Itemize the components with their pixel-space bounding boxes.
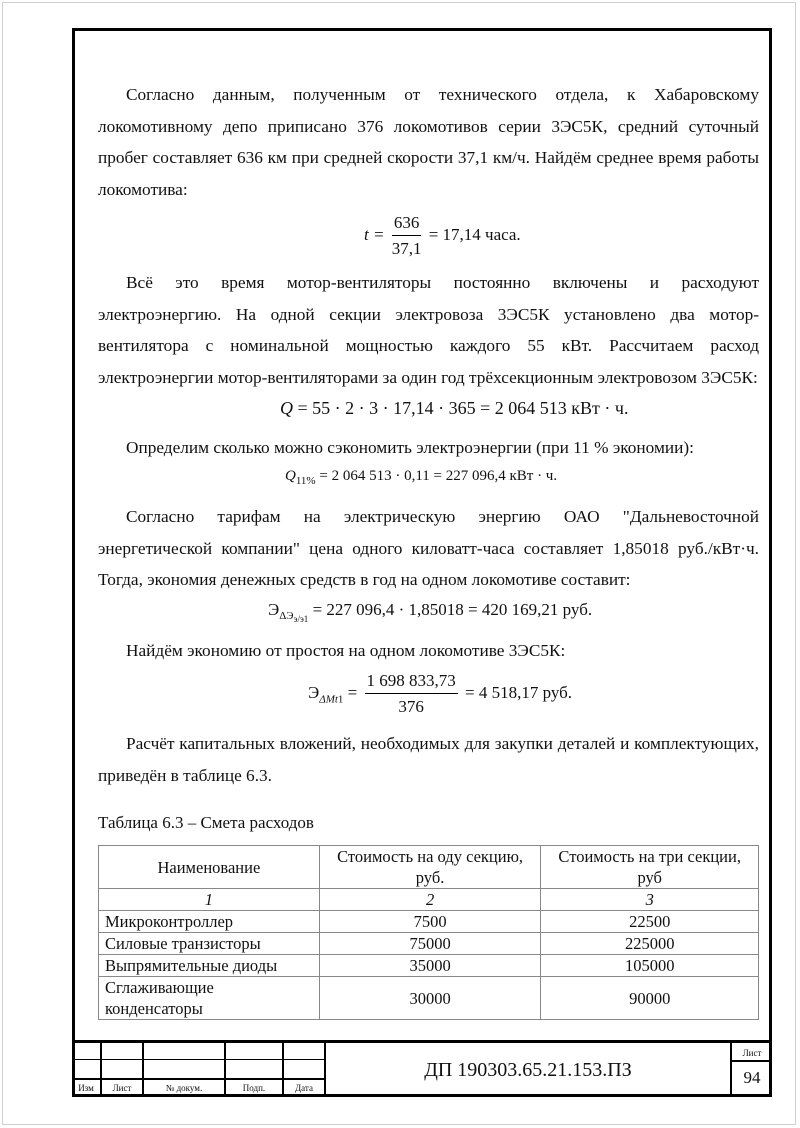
sheet-number: 94 bbox=[743, 1068, 761, 1087]
index-cell: 1 bbox=[99, 889, 320, 911]
paragraph-depot-data: Согласно данным, полученным от технического отдела, к Хабаровскому локомотивному депо приписано 376 локомотивов серии 3ЭС5К, средний суточный пробег составляет 636 км при средней скорости 37,1 км/ч. Найдём среднее время работы локомотива: bbox=[98, 85, 759, 199]
paragraph-idle-savings: Найдём экономию от простоя на одном локомотиве 3ЭС5К: bbox=[126, 641, 566, 660]
formula-lhs: Q bbox=[280, 398, 293, 418]
header-cost-three-sections: Стоимость на три секции, руб bbox=[541, 846, 759, 889]
subscript-nested: 1 bbox=[337, 693, 344, 706]
cost-one: 75000 bbox=[319, 933, 541, 955]
table-header-row bbox=[99, 846, 759, 889]
formula-lhs: Э bbox=[268, 600, 280, 619]
item-name: Сглаживающие конденсаторы bbox=[99, 977, 320, 1020]
tb-label-change: Изм bbox=[72, 1078, 102, 1097]
tb-cell bbox=[72, 1059, 102, 1078]
item-name: Микроконтроллер bbox=[99, 911, 320, 933]
cost-three: 90000 bbox=[541, 977, 759, 1020]
cost-one: 35000 bbox=[319, 955, 541, 977]
tb-cell bbox=[102, 1059, 144, 1078]
formula-lhs: t = bbox=[364, 224, 385, 244]
header-name: Наименование bbox=[99, 846, 320, 889]
cost-one: 7500 bbox=[319, 911, 541, 933]
cost-estimate-table bbox=[98, 845, 759, 1020]
tb-label-sheet: Лист bbox=[102, 1078, 144, 1097]
formula-money-savings bbox=[268, 600, 592, 625]
table-row bbox=[99, 933, 759, 955]
header-cost-one-section: Стоимость на оду секцию, руб. bbox=[319, 846, 541, 889]
formula-subscript bbox=[319, 693, 343, 705]
tb-cell bbox=[226, 1040, 284, 1059]
cost-three: 105000 bbox=[541, 955, 759, 977]
index-cell: 2 bbox=[319, 889, 541, 911]
tb-cell bbox=[284, 1040, 326, 1059]
formula-expression: = 55 · 2 · 3 · 17,14 · 365 = 2 064 513 кВт · ч. bbox=[297, 398, 629, 418]
fraction bbox=[365, 670, 458, 718]
formula-rhs: = 4 518,17 руб. bbox=[465, 682, 573, 702]
formula-rhs: = 17,14 часа. bbox=[428, 224, 521, 244]
table-row bbox=[99, 955, 759, 977]
subscript-nested: э/э1 bbox=[293, 614, 309, 625]
subscript-main: ΔЭ bbox=[279, 610, 294, 623]
index-cell: 3 bbox=[541, 889, 759, 911]
item-name: Выпрямительные диоды bbox=[99, 955, 320, 977]
formula-annual-energy bbox=[280, 398, 628, 419]
paragraph-capital-investment: Расчёт капитальных вложений, необходимых для закупки деталей и комплектующих, приведён в таблице 6.3. bbox=[98, 734, 759, 785]
numerator: 636 bbox=[392, 212, 422, 236]
formula-expression: = 227 096,4 · 1,85018 = 420 169,21 руб. bbox=[312, 600, 593, 619]
table-caption: Таблица 6.3 – Смета расходов bbox=[98, 813, 314, 832]
fraction bbox=[392, 212, 422, 260]
tb-cell bbox=[144, 1040, 226, 1059]
formula-subscript: 11% bbox=[295, 475, 316, 487]
formula-subscript bbox=[279, 610, 309, 625]
cost-one: 30000 bbox=[319, 977, 541, 1020]
item-name: Силовые транзисторы bbox=[99, 933, 320, 955]
cost-three: 22500 bbox=[541, 911, 759, 933]
table-row bbox=[99, 977, 759, 1020]
paragraph-savings-intro: Определим сколько можно сэкономить электроэнергии (при 11 % экономии): bbox=[126, 438, 694, 457]
tb-cell bbox=[226, 1059, 284, 1078]
denominator: 37,1 bbox=[391, 239, 422, 258]
formula-idle-savings: $Э_{\Delta Mt1}$ = $\frac{1 698 833,73}{376}$ = 4 518,17 руб. bbox=[308, 671, 573, 716]
formula-average-time bbox=[364, 212, 521, 260]
tb-cell bbox=[144, 1059, 226, 1078]
cost-three: 225000 bbox=[541, 933, 759, 955]
paragraph-tariff: Согласно тарифам на электрическую энергию ОАО "Дальневосточной энергетической компании" цена одного киловатт-часа составляет 1,85018 руб./кВт·ч. Тогда, экономия денежных средств в год на одном локомотиве составит: bbox=[98, 507, 759, 589]
formula-lhs: Э bbox=[308, 682, 320, 702]
subscript-main: ΔMt bbox=[319, 693, 338, 706]
document-code: ДП 190303.65.21.153.ПЗ bbox=[326, 1040, 732, 1097]
table-index-row bbox=[99, 889, 759, 911]
numerator: 1 698 833,73 bbox=[365, 670, 458, 694]
table-row bbox=[99, 911, 759, 933]
formula-expression: = 2 064 513 · 0,11 = 227 096,4 кВт · ч. bbox=[319, 468, 558, 484]
paragraph-energy-consumption: Всё это время мотор-вентиляторы постоянно включены и расходуют электроэнергию. На одной секции электровоза 3ЭС5К установлено два мотор-вентилятора с номинальной мощностью каждого 55 кВт. Рассчитаем расход электроэнергии мотор-вентиляторами за один год трёхсекционным электровозом 3ЭС5К: bbox=[98, 273, 759, 387]
formula-lhs: Q bbox=[285, 468, 296, 484]
denominator: 376 bbox=[398, 697, 424, 716]
tb-cell bbox=[72, 1040, 102, 1059]
tb-label-doc-number: № докум. bbox=[144, 1078, 226, 1097]
formula-energy-savings bbox=[285, 468, 557, 487]
title-block bbox=[72, 1040, 772, 1097]
tb-cell bbox=[102, 1040, 144, 1059]
sheet-label: Лист bbox=[732, 1040, 772, 1062]
tb-cell bbox=[284, 1059, 326, 1078]
tb-label-date: Дата bbox=[284, 1078, 326, 1097]
tb-label-signature: Подп. bbox=[226, 1078, 284, 1097]
